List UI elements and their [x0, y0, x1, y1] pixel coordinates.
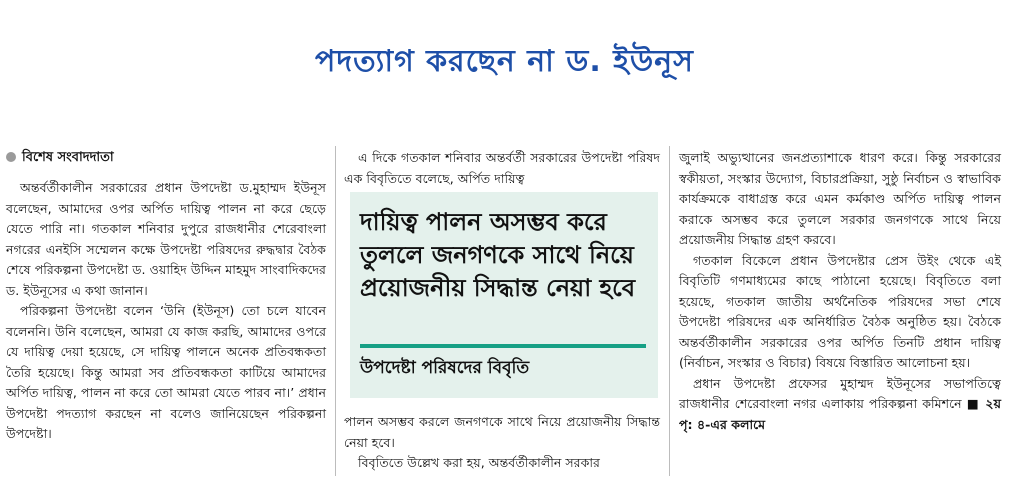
column-2-top: [344, 148, 660, 189]
pull-quote: [350, 192, 658, 398]
pull-quote-source: উপদেষ্টা পরিষদের বিবৃতি: [360, 358, 530, 378]
pull-quote-rule: [360, 344, 646, 348]
paragraph: পরিকল্পনা উপদেষ্টা বলেন ‘উনি (ইউনূস) তো চলে যাবেন বলেননি। উনি বলেছেন, আমরা যে কাজ করছি, আমাদের ওপরে যে দায়িত্ব দেয়া হয়েছে, সে দায়িত্ব পালনে অনেক প্রতিবন্ধকতা তৈরি হয়েছে। কিন্তু আমরা সব প্রতিবন্ধকতা কাটিয়ে আমাদের অর্পিত দায়িত্ব, পালন না করে তো আমরা যেতে পারব না।’ প্রধান উপদেষ্টা পদত্যাগ করছেন না বলেও জানিয়েছেন পরিকল্পনা উপদেষ্টা।: [6, 303, 326, 441]
column-2-bottom: [344, 412, 660, 474]
paragraph: এ দিকে গতকাল শনিবার অন্তর্বর্তী সরকারের উপদেষ্টা পরিষদ এক বিবৃতিতে বলেছে, অর্পিত দায়িত্ব: [344, 150, 660, 186]
paragraph: [679, 374, 1001, 436]
paragraph: জুলাই অভ্যুত্থানের জনপ্রত্যাশাকে ধারণ করে। কিন্তু সরকারের স্বকীয়তা, সংস্কার উদ্যোগ, বিচারপ্রক্রিয়া, সুষ্ঠু নির্বাচন ও স্বাভাবিক কার্যক্রমকে বাধাগ্রস্ত করে এমন কর্মকাণ্ড অর্পিত দায়িত্ব পালন করাকে অসম্ভব করে তুললে সরকার জনগণকে সাথে নিয়ে প্রয়োজনীয় সিদ্ধান্ত গ্রহণ করবে।: [679, 150, 1001, 247]
column-divider: [335, 146, 336, 476]
pull-quote-text: দায়িত্ব পালন অসম্ভব করে তুললে জনগণকে সাথে নিয়ে প্রয়োজনীয় সিদ্ধান্ত নেয়া হবে: [360, 208, 636, 302]
paragraph: অন্তর্বর্তীকালীন সরকারের প্রধান উপদেষ্টা ড.মুহাম্মদ ইউনূস বলেছেন, আমাদের ওপর অর্পিত দায়িত্ব পালন না করে ছেড়ে যেতে পারি না। গতকাল শনিবার দুপুরে রাজধানীর শেরেবাংলা নগরের এনইসি সম্মেলন কক্ষে উপদেষ্টা পরিষদের রুদ্ধদ্বার বৈঠক শেষে পরিকল্পনা উপদেষ্টা ড. ওয়াহিদ উদ্দিন মাহমুদ সাংবাদিকদের ড. ইউনূসের এ কথা জানান।: [6, 180, 326, 298]
byline-text: বিশেষ সংবাদদাতা: [22, 150, 114, 165]
column-1: [6, 178, 326, 445]
paragraph: পালন অসম্ভব করলে জনগণকে সাথে নিয়ে প্রয়োজনীয় সিদ্ধান্ত নেয়া হবে।: [344, 414, 660, 450]
headline: পদত্যাগ করছেন না ড. ইউনূস: [315, 44, 694, 79]
bullet-icon: [6, 152, 16, 162]
continuation-note[interactable]: ■ ২য় পৃ: ৪-এর কলামে: [679, 396, 1001, 432]
paragraph: গতকাল বিকেলে প্রধান উপদেষ্টার প্রেস উইং থেকে এই বিবৃতিটি গণমাধ্যমের কাছে পাঠানো হয়েছে। বিবৃতিতে বলা হয়েছে, গতকাল জাতীয় অর্থনৈতিক পরিষদের সভা শেষে উপদেষ্টা পরিষদের এক অনির্ধারিত বৈঠক অনুষ্ঠিত হয়। বৈঠকে অন্তর্বর্তীকালীন সরকারের ওপর অর্পিত তিনটি প্রধান দায়িত্ব (নির্বাচন, সংস্কার ও বিচার) বিষয়ে বিস্তারিত আলোচনা হয়।: [679, 252, 1001, 370]
paragraph: বিবৃতিতে উল্লেখ করা হয়, অন্তর্বর্তীকালীন সরকার: [358, 455, 600, 470]
column-divider: [669, 146, 670, 476]
byline: [6, 148, 326, 168]
paragraph-text: প্রধান উপদেষ্টা প্রফেসর মুহাম্মদ ইউনূসের সভাপতিত্বে রাজধানীর শেরেবাংলা নগর এলাকায় পরিকল্পনা কমিশনে: [679, 375, 1001, 411]
column-3: [679, 148, 1001, 435]
